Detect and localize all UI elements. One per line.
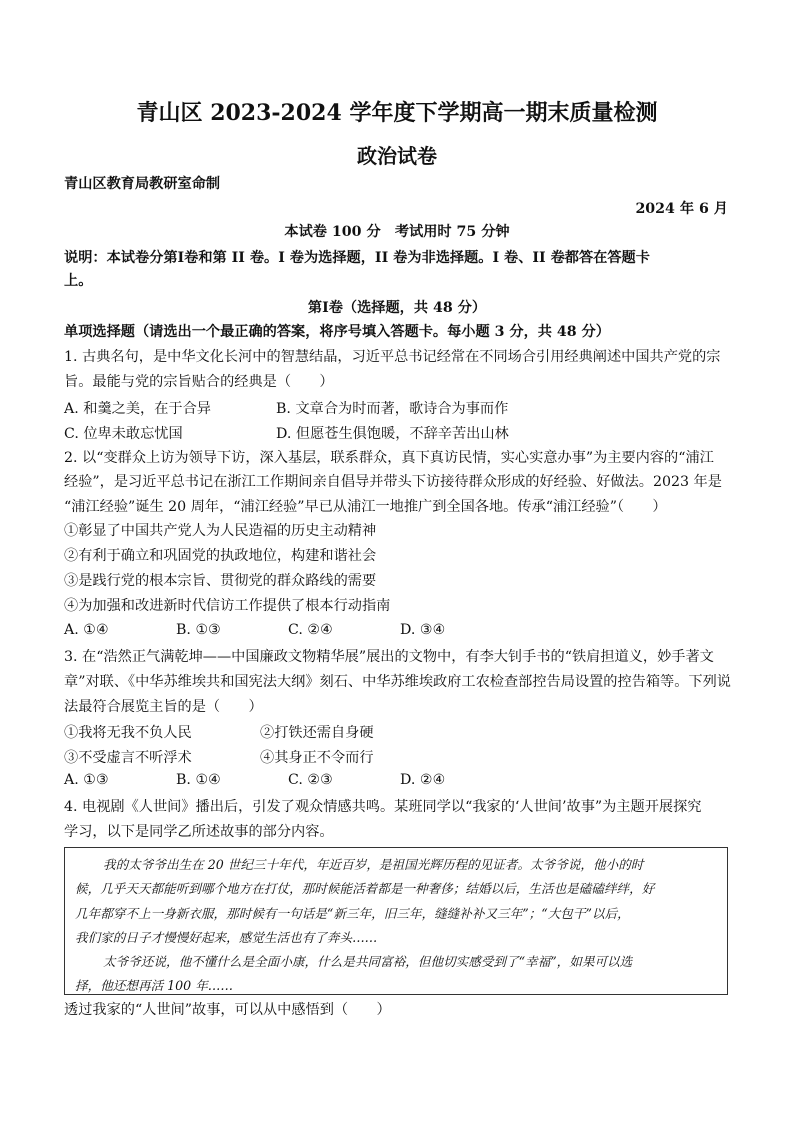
q2-statement-1: ①彰显了中国共产党人为人民造福的历史主动精神 <box>64 523 377 539</box>
story-line-6: 择，他还想再活 100 年…… <box>75 978 233 993</box>
q3-option-d: D. ②④ <box>400 772 446 788</box>
q2-line-1: 2. 以“变群众上访为领导下访，深入基层，联系群众，真下真访民情，实心实意办事”为主要内容的“浦江 <box>64 450 714 466</box>
q4-after-text: 透过我家的“人世间”故事，可以从中感悟到（ ） <box>64 1002 391 1018</box>
q1-option-b: B. 文章合为时而著，歌诗合为事而作 <box>276 401 509 417</box>
q3-line-1: 3. 在“浩然正气满乾坤——中国廉政文物精华展”展出的文物中，有李大钊手书的“铁肩担道义，妙手著文 <box>64 649 714 665</box>
story-box <box>64 847 728 995</box>
story-line-5: 太爷爷还说，他不懂什么是全面小康，什么是共同富裕，但他切实感受到了“幸福”，如果可以选 <box>103 954 633 969</box>
q2-option-b: B. ①③ <box>176 622 221 638</box>
q3-option-a: A. ①③ <box>64 772 109 788</box>
q3-option-c: C. ②③ <box>288 772 333 788</box>
exam-info: 本试卷 100 分 考试用时 75 分钟 <box>284 224 510 240</box>
q3-statement-3: ③不受虚言不听浮术 <box>64 750 192 766</box>
story-line-2: 候，几乎天天都能听到哪个地方在打仗，那时候能活着都是一种奢侈；结婚以后，生活也是磕磕绊绊，好 <box>75 881 655 896</box>
q3-option-b: B. ①④ <box>176 772 221 788</box>
q4-line-2: 学习，以下是同学乙所述故事的部分内容。 <box>64 824 334 840</box>
q3-line-3: 法最符合展览主旨的是（ ） <box>64 699 263 715</box>
q3-statement-4: ④其身正不令而行 <box>260 750 374 766</box>
q2-statement-2: ②有利于确立和巩固党的执政地位，构建和谐社会 <box>64 548 377 564</box>
story-line-4: 我们家的日子才慢慢好起来，感觉生活也有了奔头…… <box>75 930 378 945</box>
story-line-3: 几年都穿不上一身新衣服，那时候有一句话是“新三年，旧三年，缝缝补补又三年”；“大包干”以后， <box>75 906 630 921</box>
q3-line-2: 章”对联、《中华苏维埃共和国宪法大纲》刻石、中华苏维埃政府工农检查部控告局设置的控告箱等。下列说 <box>64 674 731 690</box>
section-directions: 单项选择题（请选出一个最正确的答案，将序号填入答题卡。每小题 3 分，共 48 分） <box>64 324 610 340</box>
section-title: 第Ⅰ卷（选择题，共 48 分） <box>307 300 487 316</box>
q3-statement-2: ②打铁还需自身硬 <box>260 725 374 741</box>
q3-statement-1: ①我将无我不负人民 <box>64 725 192 741</box>
q2-statement-4: ④为加强和改进新时代信访工作提供了根本行动指南 <box>64 598 391 614</box>
q1-option-a: A. 和羹之美，在于合异 <box>64 401 211 417</box>
q1-line-1: 1. 古典名句，是中华文化长河中的智慧结晶，习近平总书记经常在不同场合引用经典阐述中国共产党的宗 <box>64 349 721 365</box>
q1-line-2: 旨。最能与党的宗旨贴合的经典是（ ） <box>64 374 334 390</box>
main-title: 青山区 2023-2024 学年度下学期高一期末质量检测 <box>136 100 658 126</box>
q1-option-d: D. 但愿苍生俱饱暖，不辞辛苦出山林 <box>276 426 509 442</box>
sub-title: 政治试卷 <box>357 144 437 168</box>
instructions-line-2: 上。 <box>64 273 93 289</box>
q2-line-2: 经验”，是习近平总书记在浙江工作期间亲自倡导并带头下访接待群众形成的好经验、好做法。2023 年是 <box>64 474 722 490</box>
q2-option-c: C. ②④ <box>288 622 333 638</box>
q2-option-a: A. ①④ <box>64 622 109 638</box>
q1-option-c: C. 位卑未敢忘忧国 <box>64 426 183 442</box>
q2-line-3: “浦江经验”诞生 20 周年，“浦江经验”早已从浦江一地推广到全国各地。传承“浦江经验”（ ） <box>64 499 667 515</box>
story-line-1: 我的太爷爷出生在 20 世纪三十年代，年近百岁，是祖国光辉历程的见证者。太爷爷说，他小的时 <box>103 857 644 872</box>
q2-statement-3: ③是践行党的根本宗旨、贯彻党的群众路线的需要 <box>64 573 377 589</box>
q2-option-d: D. ③④ <box>400 622 446 638</box>
q4-line-1: 4. 电视剧《人世间》播出后，引发了观众情感共鸣。某班同学以“我家的‘人世间’故事”为主题开展探究 <box>64 799 702 815</box>
issuer: 青山区教育局教研室命制 <box>64 176 221 192</box>
exam-date: 2024 年 6 月 <box>635 201 728 217</box>
instructions-line-1: 说明：本试卷分第Ⅰ卷和第 II 卷。I 卷为选择题，II 卷为非选择题。I 卷、II 卷都答在答题卡 <box>64 250 650 266</box>
